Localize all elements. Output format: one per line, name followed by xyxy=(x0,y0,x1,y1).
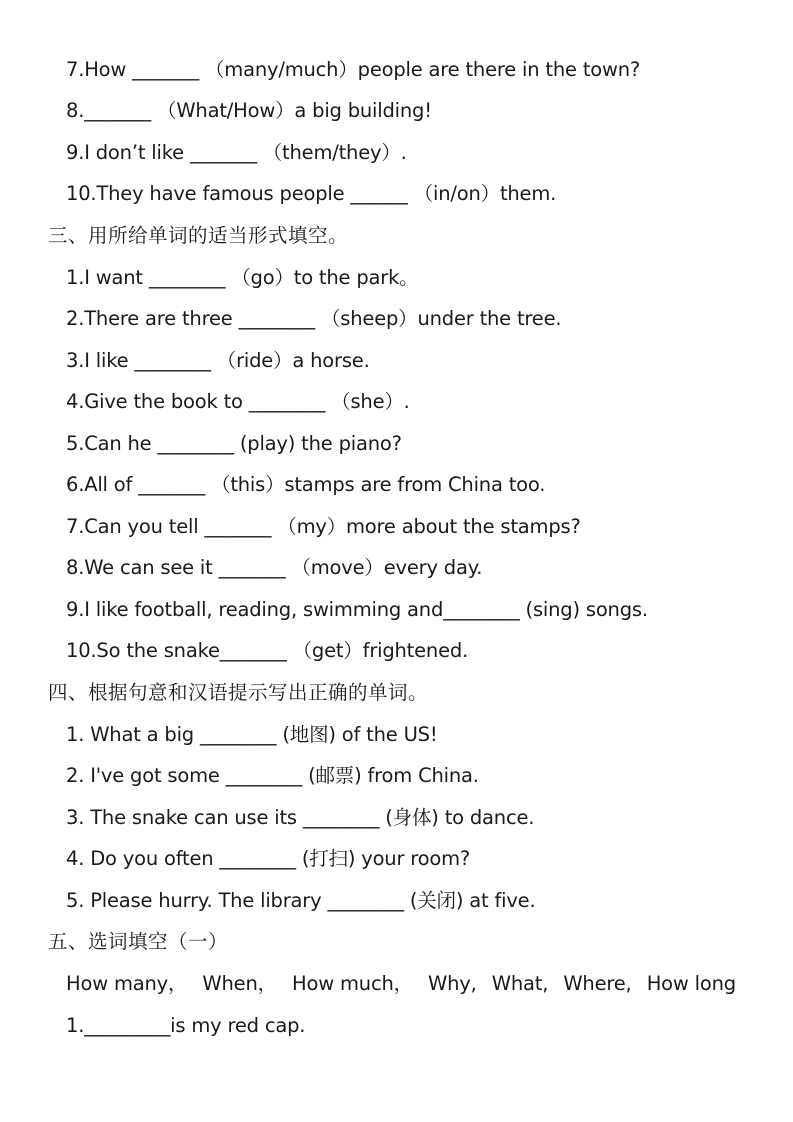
question-4-2: 2. I've got some ________ (邮票) from China. xyxy=(66,764,479,787)
question-3-2: 2.There are three ________ （sheep）under the tree. xyxy=(66,307,562,330)
section-three-heading: 三、用所给单词的适当形式填空。 xyxy=(48,224,349,247)
question-3-8: 8.We can see it _______ （move）every day. xyxy=(66,556,483,579)
question-3-5: 5.Can he ________ (play) the piano? xyxy=(66,432,402,455)
question-3-7: 7.Can you tell _______ （my）more about the stamps? xyxy=(66,515,581,538)
question-5-1: 1._________is my red cap. xyxy=(66,1014,306,1037)
word-bank-option: Why, xyxy=(428,972,477,995)
question-4-4: 4. Do you often ________ (打扫) your room? xyxy=(66,847,471,870)
question-2-8: 8._______ （What/How）a big building! xyxy=(66,99,432,122)
word-bank-option: How long xyxy=(646,972,736,995)
section-five-heading: 五、选词填空（一） xyxy=(48,930,229,953)
word-bank xyxy=(66,970,736,998)
question-4-1: 1. What a big ________ (地图) of the US! xyxy=(66,723,438,746)
section-four-heading: 四、根据句意和汉语提示写出正确的单词。 xyxy=(48,681,429,704)
question-3-4: 4.Give the book to ________ （she）. xyxy=(66,390,410,413)
word-bank-option: Where, xyxy=(563,972,632,995)
question-2-10: 10.They have famous people ______ （in/on）them. xyxy=(66,182,557,205)
question-2-9: 9.I don’t like _______ （them/they）. xyxy=(66,141,407,164)
question-3-9: 9.I like football, reading, swimming and________ (sing) songs. xyxy=(66,598,648,621)
question-4-3: 3. The snake can use its ________ (身体) to dance. xyxy=(66,806,535,829)
question-3-3: 3.I like ________ （ride）a horse. xyxy=(66,349,370,372)
word-bank-option: When， xyxy=(202,972,277,995)
question-3-6: 6.All of _______ （this）stamps are from China too. xyxy=(66,473,546,496)
word-bank-option: How much， xyxy=(292,972,413,995)
question-3-10: 10.So the snake_______ （get）frightened. xyxy=(66,639,469,662)
question-4-5: 5. Please hurry. The library ________ (关闭) at five. xyxy=(66,889,536,912)
question-3-1: 1.I want ________ （go）to the park。 xyxy=(66,266,419,289)
question-2-7: 7.How _______ （many/much）people are there in the town? xyxy=(66,58,641,81)
word-bank-option: How many， xyxy=(66,972,188,995)
word-bank-option: What, xyxy=(491,972,549,995)
